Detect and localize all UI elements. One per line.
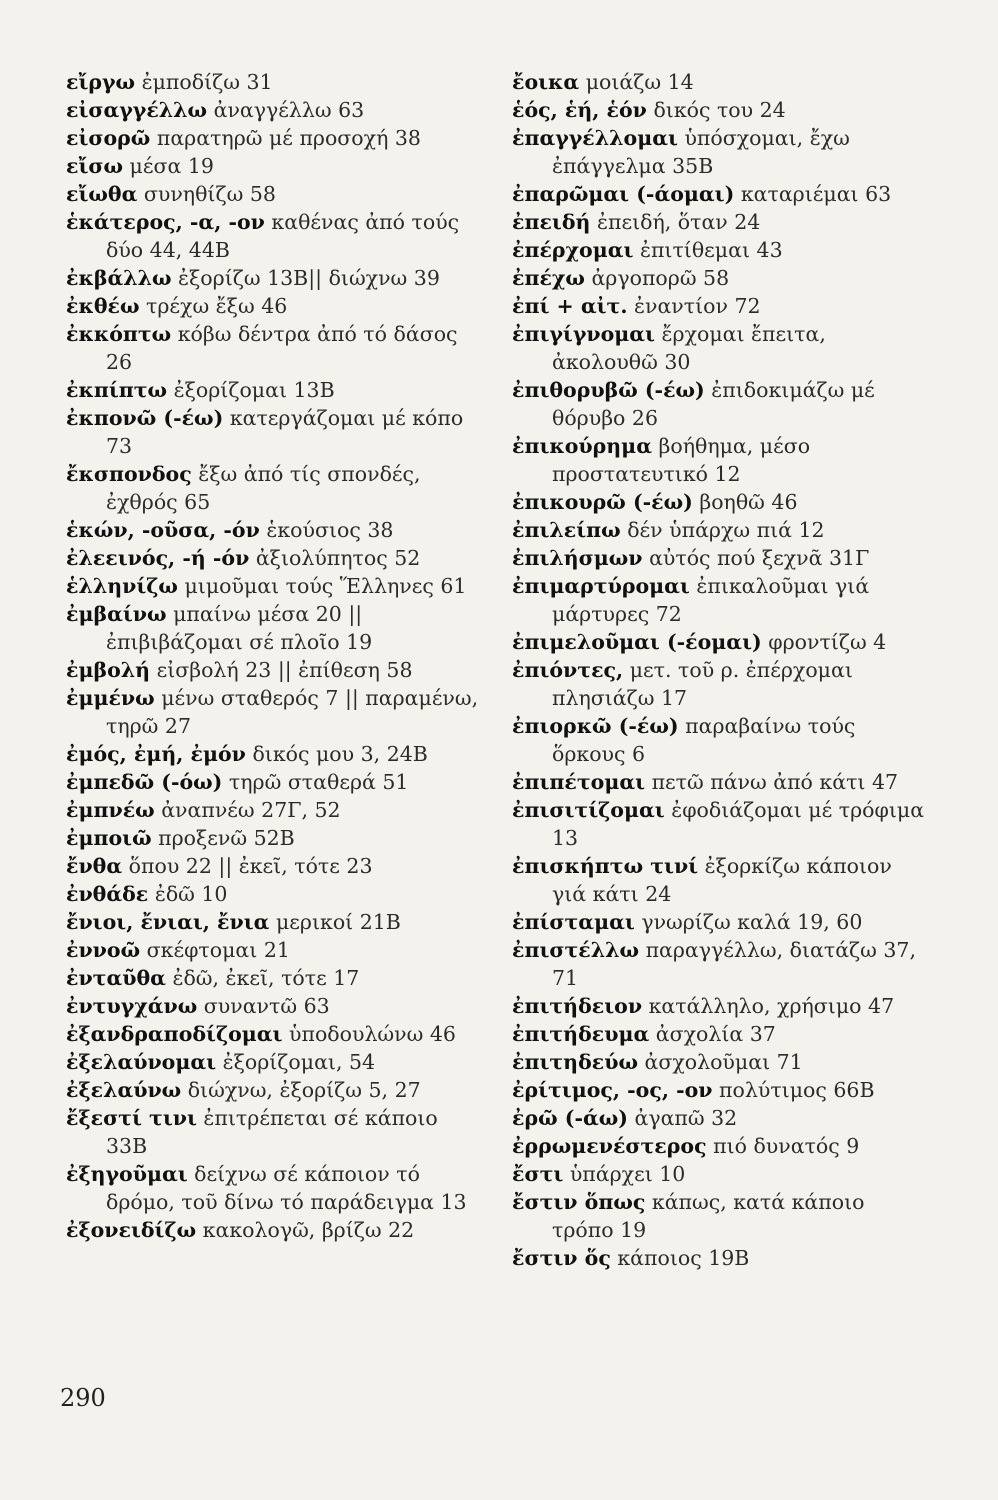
entry-definition: ἀσχολοῦμαι 71 [644,1050,803,1074]
entry-lemma: ἐπιτήδειον [512,994,643,1018]
entry-definition: τηρῶ σταθερά 51 [228,770,409,794]
entry-definition: μένω σταθερός 7 || παραμένω, τηρῶ 27 [106,686,479,738]
entry-lemma: ἔξεστί τινι [66,1106,197,1130]
glossary-entry [66,1216,484,1244]
entry-lemma: ἐντυγχάνω [66,994,198,1018]
glossary-entry [66,880,484,908]
entry-definition: συνηθίζω 58 [143,182,276,206]
glossary-entry [512,488,930,516]
glossary-entry [66,460,484,516]
glossary-entry [512,936,930,992]
entry-lemma: ἔκσπονδος [66,462,192,486]
glossary-entry [512,432,930,488]
entry-definition: βοήθημα, μέσο προστατευτικό 12 [552,434,811,486]
entry-definition: κατάλληλο, χρήσιμο 47 [648,994,895,1018]
glossary-entry [512,1048,930,1076]
entry-definition: ἀξιολύπητος 52 [255,546,421,570]
entry-lemma: ἐπιλείπω [512,518,621,542]
glossary-entry [66,908,484,936]
entry-definition: μετ. τοῦ ρ. ἐπέρχομαι πλησιάζω 17 [552,658,853,710]
entry-lemma: ἐκπίπτω [66,378,168,402]
entry-lemma: ἐμπεδῶ (-όω) [66,770,223,794]
glossary-entry [512,1188,930,1244]
entry-lemma: ἐπιθορυβῶ (-έω) [512,378,705,402]
entry-definition: εἰσβολή 23 || ἐπίθεση 58 [156,658,413,682]
glossary-entry [66,600,484,656]
glossary-entry [66,96,484,124]
entry-lemma: ἐπαρῶμαι (-άομαι) [512,182,735,206]
entry-lemma: ἔνθα [66,854,123,878]
entry-definition: ἐπιδοκιμάζω μέ θόρυβο 26 [552,378,875,430]
entry-definition: ὑπόσχομαι, ἔχω ἐπάγγελμα 35B [552,126,850,178]
glossary-entry [66,740,484,768]
entry-lemma: ἐμμένω [66,686,155,710]
glossary-entry [66,1104,484,1160]
entry-definition: ἀναγγέλλω 63 [213,98,365,122]
entry-lemma: ἑλληνίζω [66,574,178,598]
entry-lemma: ἑός, ἑή, ἑόν [512,98,647,122]
entry-lemma: ἐννοῶ [66,938,141,962]
glossary-entry [512,1132,930,1160]
entry-lemma: ἐκθέω [66,294,140,318]
entry-lemma: ἔστιν ὅπως [512,1190,646,1214]
entry-lemma: ἐνταῦθα [66,966,166,990]
entry-definition: παραγγέλλω, διατάζω 37, 71 [552,938,916,990]
entry-lemma: ἔνιοι, ἔνιαι, ἔνια [66,910,270,934]
entry-lemma: ἐπαγγέλλομαι [512,126,678,150]
glossary-entry [512,124,930,180]
glossary-entry [66,656,484,684]
left-column [66,68,484,1244]
glossary-entry [66,824,484,852]
entry-lemma: ἐξελαύνομαι [66,1050,217,1074]
glossary-entry [512,208,930,236]
glossary-entry [512,264,930,292]
glossary-entry [512,1104,930,1132]
entry-definition: ἔρχομαι ἔπειτα, ἀκολουθῶ 30 [552,322,826,374]
glossary-entry [66,936,484,964]
glossary-entry [512,768,930,796]
entry-lemma: εἴσω [66,154,124,178]
entry-lemma: εἴωθα [66,182,138,206]
entry-definition: ἐξορίζω 13B|| διώχνω 39 [178,266,440,290]
entry-definition: ἐδῶ, ἐκεῖ, τότε 17 [172,966,360,990]
glossary-entry [66,1160,484,1216]
entry-lemma: εἰσαγγέλλω [66,98,208,122]
entry-lemma: ἐξονειδίζω [66,1218,197,1242]
entry-definition: δείχνω σέ κάποιον τό δρόμο, τοῦ δίνω τό παράδειγμα 13 [106,1162,467,1214]
entry-definition: ἀργοπορῶ 58 [591,266,730,290]
glossary-entry [66,292,484,320]
glossary-entry [66,1020,484,1048]
glossary-entry [512,1160,930,1188]
entry-definition: δικός μου 3, 24B [252,742,428,766]
glossary-entry [66,544,484,572]
entry-definition: κάπως, κατά κάποιο τρόπο 19 [552,1190,865,1242]
right-column [512,68,930,1272]
entry-definition: πετῶ πάνω ἀπό κάτι 47 [651,770,899,794]
glossary-entry [512,180,930,208]
entry-lemma: ἐπιλήσμων [512,546,643,570]
glossary-entry [512,1020,930,1048]
glossary-entry [66,964,484,992]
entry-definition: ἐμποδίζω 31 [141,70,273,94]
entry-lemma: ἐπέχω [512,266,585,290]
entry-lemma: ἐπιτήδευμα [512,1022,650,1046]
entry-definition: γνωρίζω καλά 19, 60 [641,910,863,934]
entry-definition: ὑπάρχει 10 [569,1162,686,1186]
entry-definition: συναντῶ 63 [203,994,330,1018]
glossary-entry [66,684,484,740]
entry-lemma: ἐξανδραποδίζομαι [66,1022,283,1046]
entry-lemma: ἔστι [512,1162,564,1186]
entry-lemma: ἐξελαύνω [66,1078,182,1102]
entry-lemma: ἐπί + αἰτ. [512,294,628,318]
entry-definition: τρέχω ἔξω 46 [146,294,288,318]
glossary-entry [512,320,930,376]
entry-definition: δέν ὑπάρχω πιά 12 [627,518,825,542]
entry-definition: κακολογῶ, βρίζω 22 [202,1218,415,1242]
glossary-entry [512,236,930,264]
entry-definition: ἐφοδιάζομαι μέ τρόφιμα 13 [552,798,925,850]
entry-definition: αὐτός πού ξεχνᾶ 31Γ [649,546,870,570]
page-number: 290 [60,1384,106,1412]
entry-lemma: ἐπιγίγνομαι [512,322,655,346]
glossary-entry [66,264,484,292]
glossary-entry [66,516,484,544]
entry-lemma: ἐμποιῶ [66,826,152,850]
entry-lemma: ἐμβαίνω [66,602,167,626]
glossary-entry [512,376,930,432]
entry-definition: κόβω δέντρα ἀπό τό δάσος 26 [106,322,458,374]
entry-definition: πολύτιμος 66B [719,1078,875,1102]
entry-lemma: ἐπιορκῶ (-έω) [512,714,679,738]
glossary-entry [512,516,930,544]
entry-lemma: ἐμβολή [66,658,151,682]
entry-lemma: ἐπισιτίζομαι [512,798,665,822]
glossary-entry [66,404,484,460]
glossary-entry [66,320,484,376]
entry-lemma: ἔστιν ὅς [512,1246,611,1270]
glossary-entry [512,992,930,1020]
entry-definition: ὅπου 22 || ἐκεῖ, τότε 23 [128,854,373,878]
entry-definition: μιμοῦμαι τούς Ἕλληνες 61 [184,574,467,598]
entry-lemma: ἐρῶ (-άω) [512,1106,628,1130]
glossary-entry [512,1076,930,1104]
entry-definition: ἐπειδή, ὅταν 24 [596,210,761,234]
entry-lemma: ἐπικουρῶ (-έω) [512,490,693,514]
entry-definition: παρατηρῶ μέ προσοχή 38 [156,126,421,150]
entry-definition: ὑποδουλώνω 46 [289,1022,456,1046]
glossary-entry [512,572,930,628]
entry-definition: μέσα 19 [129,154,214,178]
entry-definition: βοηθῶ 46 [699,490,798,514]
glossary-entry [66,180,484,208]
glossary-entry [512,68,930,96]
entry-definition: μοιάζω 14 [585,70,694,94]
entry-definition: παραβαίνω τούς ὅρκους 6 [552,714,856,766]
entry-definition: μερικοί 21B [275,910,401,934]
entry-lemma: ἐξηγοῦμαι [66,1162,188,1186]
glossary-entry [66,376,484,404]
entry-lemma: ἐκπονῶ (-έω) [66,406,224,430]
entry-definition: ἀγαπῶ 32 [634,1106,738,1130]
glossary-entry [512,712,930,768]
entry-lemma: ἐπιπέτομαι [512,770,646,794]
entry-definition: ἑκούσιος 38 [266,518,394,542]
entry-definition: προξενῶ 52B [158,826,295,850]
entry-definition: ἐξορίζομαι, 54 [222,1050,376,1074]
entry-lemma: ἐπισκήπτω τινί [512,854,699,878]
glossary-entry [66,68,484,96]
entry-definition: διώχνω, ἐξορίζω 5, 27 [187,1078,421,1102]
glossary-entry [66,992,484,1020]
entry-definition: ἐπιτρέπεται σέ κάποιο 33B [106,1106,438,1158]
entry-lemma: ἐπίσταμαι [512,910,635,934]
entry-lemma: ἐμπνέω [66,798,155,822]
glossary-entry [66,1048,484,1076]
entry-lemma: ἐπιόντες, [512,658,624,682]
glossary-entry [512,292,930,320]
entry-definition: ἀναπνέω 27Γ, 52 [161,798,341,822]
entry-definition: ἐξορίζομαι 13B [173,378,335,402]
glossary-entry [66,124,484,152]
entry-lemma: ἐκκόπτω [66,322,172,346]
entry-definition: κατεργάζομαι μέ κόπο 73 [106,406,464,458]
entry-lemma: ἑκάτερος, -α, -ον [66,210,265,234]
entry-lemma: ἑκών, -οῦσα, -όν [66,518,260,542]
entry-lemma: ἐπιστέλλω [512,938,640,962]
glossary-entry [66,768,484,796]
entry-definition: ἀσχολία 37 [655,1022,776,1046]
entry-lemma: ἐρίτιμος, -ος, -ον [512,1078,713,1102]
entry-lemma: ἐπιμελοῦμαι (-έομαι) [512,630,762,654]
glossary-entry [512,544,930,572]
entry-lemma: ἐπέρχομαι [512,238,634,262]
entry-lemma: ἐλεεινός, -ή -όν [66,546,250,570]
entry-lemma: ἐρρωμενέστερος [512,1134,707,1158]
entry-lemma: ἐπειδή [512,210,591,234]
glossary-entry [66,152,484,180]
entry-lemma: ἐκβάλλω [66,266,172,290]
glossary-entry [512,628,930,656]
entry-definition: ἐδῶ 10 [154,882,228,906]
glossary-entry [512,656,930,712]
glossary-entry [512,1244,930,1272]
entry-lemma: ἐπιτηδεύω [512,1050,638,1074]
glossary-entry [66,796,484,824]
entry-definition: καθένας ἀπό τούς δύο 44, 44B [106,210,460,262]
entry-definition: μπαίνω μέσα 20 || ἐπιβιβάζομαι σέ πλοῖο 19 [106,602,373,654]
glossary-entry [66,572,484,600]
entry-lemma: εἰσορῶ [66,126,151,150]
glossary-entry [66,208,484,264]
entry-definition: κάποιος 19B [617,1246,750,1270]
glossary-entry [66,1076,484,1104]
entry-definition: δικός του 24 [653,98,786,122]
glossary-entry [512,96,930,124]
entry-definition: ἐπιτίθεμαι 43 [639,238,783,262]
glossary-entry [512,852,930,908]
entry-lemma: ἐπιμαρτύρομαι [512,574,690,598]
entry-lemma: ἐπικούρημα [512,434,652,458]
entry-definition: καταριέμαι 63 [740,182,892,206]
entry-definition: ἔξω ἀπό τίς σπονδές, ἐχθρός 65 [106,462,421,514]
glossary-entry [512,908,930,936]
entry-definition: ἐπικαλοῦμαι γιά μάρτυρες 72 [552,574,870,626]
entry-definition: σκέφτομαι 21 [146,938,290,962]
entry-lemma: εἴργω [66,70,136,94]
entry-definition: πιό δυνατός 9 [713,1134,860,1158]
entry-definition: ἐξορκίζω κάποιον γιά κάτι 24 [552,854,892,906]
glossary-entry [512,796,930,852]
entry-definition: ἐναντίον 72 [634,294,761,318]
entry-lemma: ἐμός, ἐμή, ἐμόν [66,742,246,766]
glossary-entry [66,852,484,880]
entry-definition: φροντίζω 4 [768,630,887,654]
entry-lemma: ἔοικα [512,70,580,94]
entry-lemma: ἐνθάδε [66,882,149,906]
